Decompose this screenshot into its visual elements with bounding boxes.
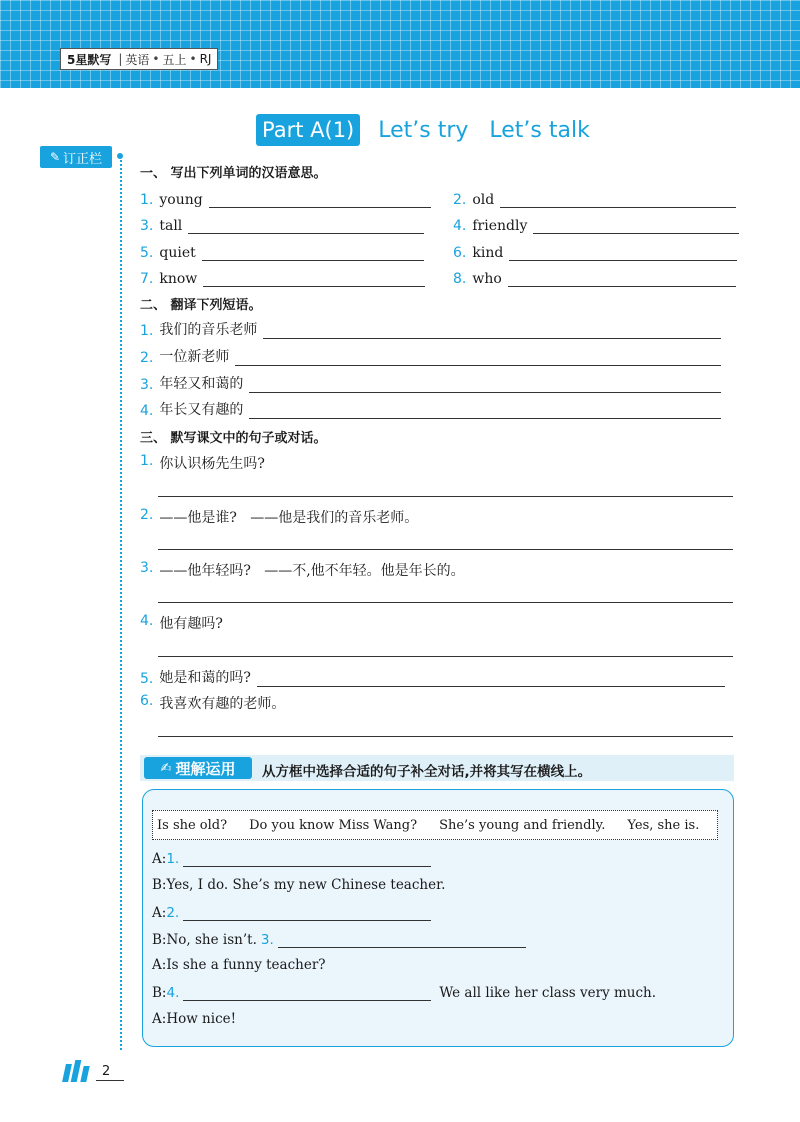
dialogue-line: B: 4. We all like her class very much. bbox=[152, 985, 657, 1001]
answer-line[interactable] bbox=[209, 191, 431, 208]
comprehension-instruction: 从方框中选择合适的句子补全对话,并将其写在横线上。 bbox=[262, 764, 592, 780]
header-band bbox=[0, 0, 800, 88]
answer-line[interactable] bbox=[235, 349, 721, 366]
word-item: 1. young bbox=[140, 188, 431, 208]
comprehension-label: ✍ 理解运用 bbox=[144, 757, 252, 779]
brand-name: 5星默写 bbox=[67, 52, 112, 67]
section3-heading: 三、 默写课文中的句子或对话。 bbox=[140, 431, 327, 446]
answer-line[interactable] bbox=[158, 549, 733, 550]
sentence-item: 4. 他有趣吗? bbox=[140, 613, 223, 632]
answer-line[interactable] bbox=[508, 270, 736, 287]
sentence-item: 1. 你认识杨先生吗? bbox=[140, 453, 265, 472]
edition: RJ bbox=[199, 52, 212, 66]
answer-line[interactable] bbox=[249, 402, 721, 419]
answer-line[interactable] bbox=[263, 322, 721, 339]
answer-line[interactable] bbox=[158, 602, 733, 603]
part-title: Part A(1) bbox=[256, 114, 360, 146]
answer-line[interactable] bbox=[257, 670, 725, 687]
dialogue-line: A: 2. bbox=[152, 904, 431, 921]
page-title bbox=[256, 114, 590, 146]
dialogue-line: B: Yes, I do. She’s my new Chinese teacher. bbox=[152, 877, 446, 893]
word-item: 5. quiet bbox=[140, 241, 424, 261]
dialogue-line: A: 1. bbox=[152, 850, 431, 867]
answer-line[interactable] bbox=[183, 904, 431, 921]
correction-tab bbox=[40, 146, 112, 168]
choice-option: Is she old? bbox=[157, 817, 228, 833]
word-item: 3. tall bbox=[140, 214, 424, 234]
books-icon bbox=[64, 1060, 91, 1082]
page-number-rule bbox=[96, 1080, 124, 1081]
word-item: 8. who bbox=[453, 267, 736, 287]
answer-line[interactable] bbox=[188, 217, 424, 234]
book-tag: 5星默写 | 英语 • 五上 • RJ bbox=[60, 48, 218, 70]
lesson-subtitle: Let’s try Let’s talk bbox=[378, 117, 590, 143]
word-item: 7. know bbox=[140, 267, 425, 287]
answer-line[interactable] bbox=[203, 270, 425, 287]
dialogue-line: A: Is she a funny teacher? bbox=[152, 957, 326, 973]
answer-line[interactable] bbox=[500, 191, 736, 208]
sentence-item: 6. 我喜欢有趣的老师。 bbox=[140, 693, 286, 712]
answer-line[interactable] bbox=[509, 244, 737, 261]
answer-line[interactable] bbox=[183, 984, 431, 1001]
sentence-item: 5. 她是和蔼的吗? bbox=[140, 667, 725, 687]
phrase-item: 4. 年长又有趣的 bbox=[140, 399, 721, 419]
choice-option: Do you know Miss Wang? bbox=[249, 817, 418, 833]
word-item: 6. kind bbox=[453, 241, 737, 261]
correction-divider bbox=[120, 160, 122, 1050]
choice-box bbox=[152, 810, 718, 840]
dot-marker bbox=[117, 153, 123, 159]
pencil-icon: ✎ bbox=[49, 150, 61, 164]
section2-heading: 二、 翻译下列短语。 bbox=[140, 298, 262, 313]
answer-line[interactable] bbox=[158, 496, 733, 497]
dialogue-line: B: No, she isn’t. 3. bbox=[152, 931, 526, 948]
phrase-item: 3. 年轻又和蔼的 bbox=[140, 373, 721, 393]
correction-label: 订正栏 bbox=[63, 151, 103, 167]
sentence-item: 3. ——他年轻吗? ——不,他不年轻。他是年长的。 bbox=[140, 560, 465, 579]
word-item: 2. old bbox=[453, 188, 736, 208]
answer-line[interactable] bbox=[183, 850, 431, 867]
phrase-item: 1. 我们的音乐老师 bbox=[140, 319, 721, 339]
answer-line[interactable] bbox=[249, 376, 721, 393]
answer-line[interactable] bbox=[158, 656, 733, 657]
answer-line[interactable] bbox=[202, 244, 424, 261]
choice-option: She’s young and friendly. bbox=[439, 817, 606, 833]
grade: 五上 bbox=[162, 52, 187, 67]
subject: 英语 bbox=[125, 52, 150, 67]
word-item: 4. friendly bbox=[453, 214, 739, 234]
page-number: 2 bbox=[102, 1064, 111, 1079]
answer-line[interactable] bbox=[278, 931, 526, 948]
phrase-item: 2. 一位新老师 bbox=[140, 346, 721, 366]
answer-line[interactable] bbox=[158, 736, 733, 737]
choice-option: Yes, she is. bbox=[627, 817, 700, 833]
answer-line[interactable] bbox=[533, 217, 739, 234]
dialogue-line: A: How nice! bbox=[152, 1011, 237, 1027]
section1-heading: 一、 写出下列单词的汉语意思。 bbox=[140, 166, 327, 181]
sentence-item: 2. ——他是谁? ——他是我们的音乐老师。 bbox=[140, 507, 419, 526]
notebook-icon: ✍ bbox=[160, 760, 172, 776]
